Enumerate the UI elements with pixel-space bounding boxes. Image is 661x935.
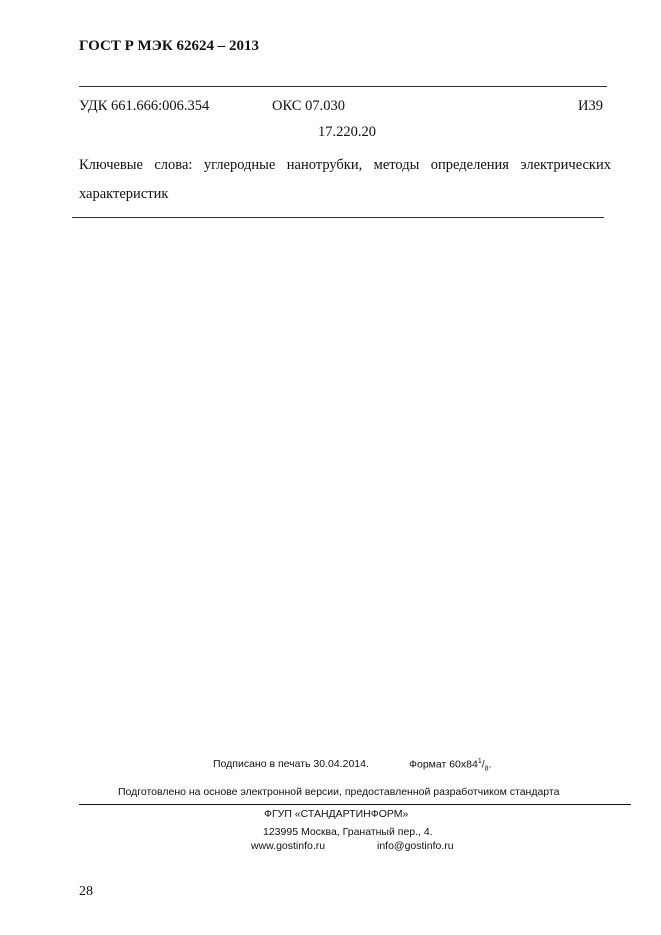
keywords: Ключевые слова: углеродные нанотрубки, методы определения электрических характеристик — [79, 157, 611, 202]
page-number: 28 — [79, 884, 93, 899]
udk-code: УДК 661.666:006.354 — [79, 98, 210, 114]
prepared-note: Подготовлено на основе электронной версии, предоставленной разработчиком стандарта — [118, 786, 560, 798]
print-format: Формат $60x84^1/_8$. — [409, 758, 492, 773]
print-format-end: . — [488, 758, 492, 771]
print-format-sub: 8 — [484, 765, 489, 773]
document-header: ГОСТ Р МЭК 62624 – 2013 — [79, 38, 259, 54]
keywords-divider — [72, 217, 604, 218]
index-code: И39 — [578, 98, 603, 114]
oks-code: ОКС 07.030 — [272, 98, 345, 114]
imprint-divider — [79, 804, 631, 805]
publisher-address: 123995 Москва, Гранатный пер., 4. — [263, 826, 433, 838]
header-divider — [79, 86, 607, 87]
publisher-email: info@gostinfo.ru — [377, 840, 454, 852]
publisher-website: www.gostinfo.ru — [251, 840, 326, 852]
print-format-label: Формат 60x84 — [409, 758, 478, 771]
publisher-name: ФГУП «СТАНДАРТИНФОРМ» — [264, 808, 409, 820]
oks-code-second: 17.220.20 — [318, 124, 376, 140]
print-format-sup: 1 — [477, 758, 482, 765]
signed-date: Подписано в печать 30.04.2014. — [213, 758, 369, 770]
